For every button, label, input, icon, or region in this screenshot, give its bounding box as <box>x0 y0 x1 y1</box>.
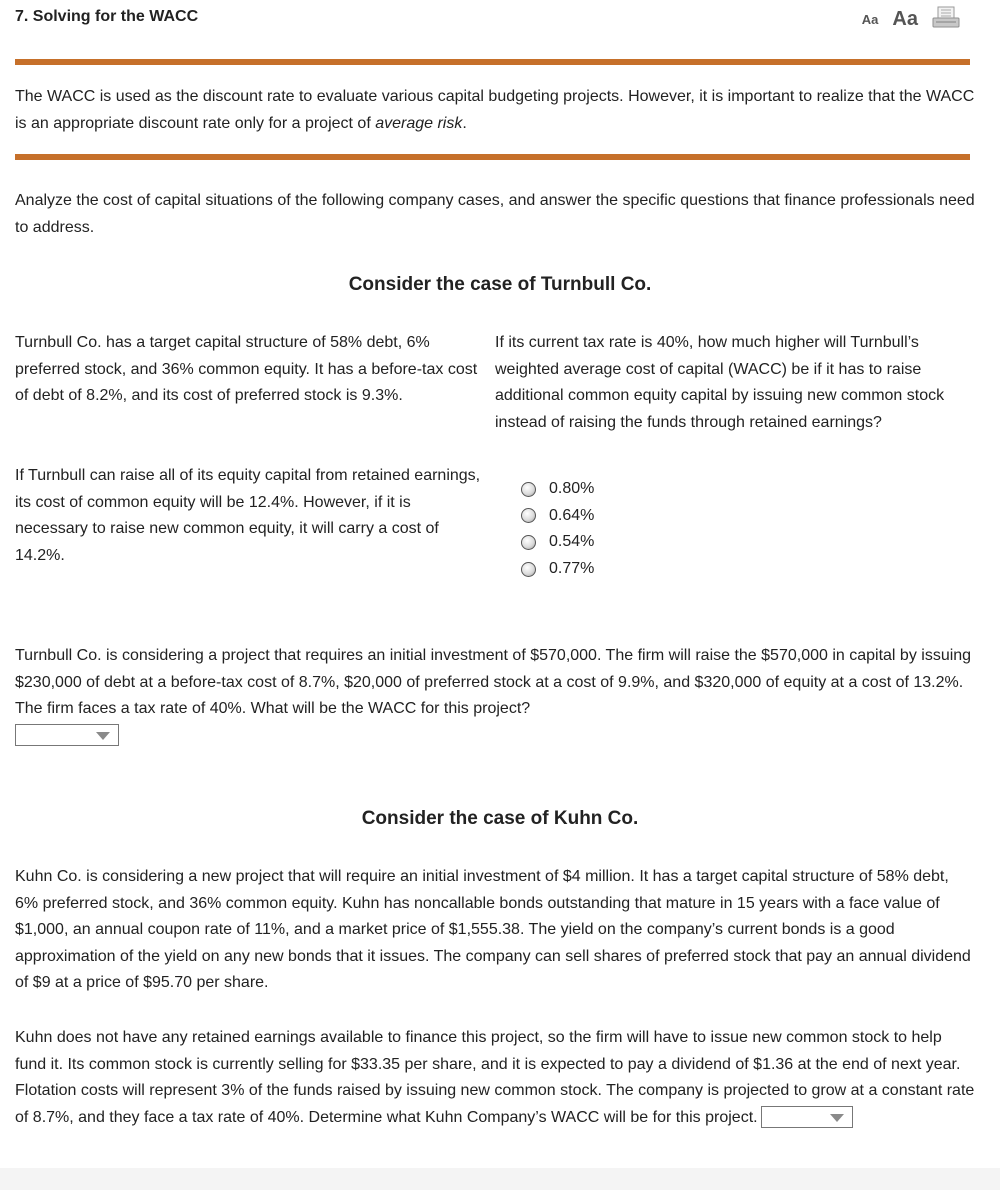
page-title: 7. Solving for the WACC <box>15 8 199 25</box>
divider <box>15 154 970 160</box>
increase-font-button[interactable]: Aa <box>892 8 918 30</box>
radio-button[interactable] <box>521 482 536 497</box>
option-2[interactable]: 0.54% <box>521 529 594 556</box>
option-1[interactable]: 0.64% <box>521 503 594 530</box>
option-3[interactable]: 0.77% <box>521 556 594 583</box>
bottom-edge <box>0 1168 1000 1190</box>
radio-button[interactable] <box>521 535 536 550</box>
print-icon <box>932 6 960 28</box>
option-0[interactable]: 0.80% <box>521 476 594 503</box>
turnbull-wacc-dropdown[interactable] <box>15 724 119 746</box>
divider <box>15 59 970 65</box>
chevron-down-icon <box>96 732 110 740</box>
decrease-font-button[interactable]: Aa <box>861 12 879 27</box>
turnbull-question: If its current tax rate is 40%, how much higher will Turnbull’s weighted average cost of capital (WACC) be if it has to raise additional common equity capital by issuing new common stock instead of raising the funds through retained earnings? <box>495 334 945 431</box>
radio-button[interactable] <box>521 508 536 523</box>
kuhn-paragraph-1: Kuhn Co. is considering a new project that will require an initial investment of $4 million. It has a target capital structure of 58% debt, 6% preferred stock, and 36% common equity. Kuhn has noncallable bonds outstanding that mature in 15 years with a face value of $1,000, an annual coupon rate of 11%, and a market price of $1,555.38. The yield on the company’s current bonds is a good approximation of the yield on any new bonds that it issues. The company can sell shares of preferred stock that pay an annual dividend of $9 at a price of $95.70 per share. <box>15 868 971 991</box>
toolbar <box>862 6 960 33</box>
turnbull-project-question: Turnbull Co. is considering a project that requires an initial investment of $570,000. The firm will raise the $570,000 in capital by issuing $230,000 of debt at a before-tax cost of 8.7%, $20,000 of preferred stock at a cost of 9.9%, and $320,000 of equity at a cost of 13.2%. The firm faces a tax rate of 40%. What will be the WACC for this project? <box>15 647 972 717</box>
answer-options <box>521 476 594 582</box>
turnbull-equity-costs: If Turnbull can raise all of its equity capital from retained earnings, its cost of common equity will be 12.4%. However, if it is necessary to raise new common equity, it will carry a cost of 14.2%. <box>15 467 481 564</box>
turnbull-heading: Consider the case of Turnbull Co. <box>348 274 652 295</box>
chevron-down-icon <box>830 1114 844 1122</box>
print-button[interactable] <box>932 6 960 33</box>
intro-emphasis: average risk <box>375 114 463 132</box>
instructions-paragraph: Analyze the cost of capital situations of the following company cases, and answer the specific questions that finance professionals need to address. <box>15 192 975 236</box>
turnbull-capital-structure: Turnbull Co. has a target capital structure of 58% debt, 6% preferred stock, and 36% common equity. It has a before-tax cost of debt of 8.2%, and its cost of preferred stock is 9.3%. <box>15 334 478 404</box>
kuhn-heading: Consider the case of Kuhn Co. <box>361 808 639 829</box>
intro-paragraph: The WACC is used as the discount rate to evaluate various capital budgeting projects. However, it is important to realize that the WACC is an appropriate discount rate only for a project of average risk. <box>15 88 975 132</box>
radio-button[interactable] <box>521 562 536 577</box>
kuhn-wacc-dropdown[interactable] <box>761 1106 853 1128</box>
kuhn-paragraph-2: Kuhn does not have any retained earnings available to finance this project, so the firm will have to issue new common stock to help fund it. Its common stock is currently selling for $33.35 per share, and it is expected to pay a dividend of $1.36 at the end of next year. Flotation costs will represent 3% of the funds raised by issuing new common stock. The company is projected to grow at a constant rate of 8.7%, and they face a tax rate of 40%. Determine what Kuhn Company’s WACC will be for this project. <box>15 1025 975 1131</box>
